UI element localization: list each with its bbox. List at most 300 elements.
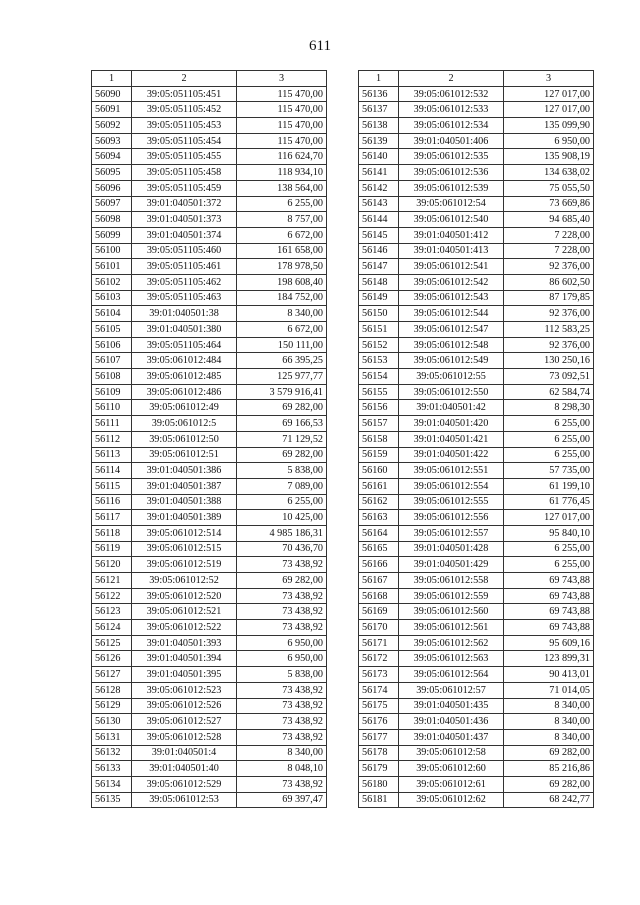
row-number-cell: 56153 <box>359 353 399 369</box>
cadastral-number-cell: 39:05:061012:523 <box>132 682 237 698</box>
cadastral-number-cell: 39:05:061012:549 <box>399 353 504 369</box>
cadastral-number-cell: 39:01:040501:373 <box>132 212 237 228</box>
cadastral-number-cell: 39:01:040501:420 <box>399 416 504 432</box>
row-number-cell: 56159 <box>359 447 399 463</box>
column-header-number: 1 <box>92 71 132 87</box>
table-row <box>92 431 327 447</box>
table-row <box>359 792 594 808</box>
cadastral-number-cell: 39:05:061012:55 <box>399 369 504 385</box>
value-cell: 73 438,92 <box>237 620 327 636</box>
row-number-cell: 56148 <box>359 274 399 290</box>
cadastral-number-cell: 39:05:061012:529 <box>132 776 237 792</box>
table-row <box>92 337 327 353</box>
cadastral-number-cell: 39:05:051105:453 <box>132 118 237 134</box>
table-row <box>359 698 594 714</box>
value-cell: 86 602,50 <box>504 274 594 290</box>
table-row <box>92 243 327 259</box>
cadastral-number-cell: 39:01:040501:395 <box>132 667 237 683</box>
row-number-cell: 56092 <box>92 118 132 134</box>
value-cell: 62 584,74 <box>504 384 594 400</box>
table-row <box>359 478 594 494</box>
table-row <box>92 604 327 620</box>
value-cell: 115 470,00 <box>237 86 327 102</box>
column-header-number: 1 <box>359 71 399 87</box>
cadastral-number-cell: 39:05:061012:49 <box>132 400 237 416</box>
value-cell: 150 111,00 <box>237 337 327 353</box>
cadastral-number-cell: 39:05:051105:454 <box>132 133 237 149</box>
value-cell: 73 669,86 <box>504 196 594 212</box>
value-cell: 6 255,00 <box>237 196 327 212</box>
value-cell: 69 166,53 <box>237 416 327 432</box>
value-cell: 92 376,00 <box>504 337 594 353</box>
row-number-cell: 56167 <box>359 573 399 589</box>
row-number-cell: 56172 <box>359 651 399 667</box>
value-cell: 69 282,00 <box>504 745 594 761</box>
table-row <box>359 416 594 432</box>
cadastral-number-cell: 39:05:061012:519 <box>132 557 237 573</box>
value-cell: 6 255,00 <box>504 431 594 447</box>
cadastral-number-cell: 39:01:040501:436 <box>399 714 504 730</box>
value-cell: 87 179,85 <box>504 290 594 306</box>
value-cell: 178 978,50 <box>237 259 327 275</box>
table-row <box>92 165 327 181</box>
value-cell: 6 255,00 <box>237 494 327 510</box>
value-cell: 8 340,00 <box>237 745 327 761</box>
table-row <box>92 682 327 698</box>
row-number-cell: 56106 <box>92 337 132 353</box>
cadastral-number-cell: 39:05:061012:561 <box>399 620 504 636</box>
cadastral-number-cell: 39:01:040501:393 <box>132 635 237 651</box>
value-cell: 7 228,00 <box>504 227 594 243</box>
value-cell: 184 752,00 <box>237 290 327 306</box>
value-cell: 95 840,10 <box>504 525 594 541</box>
cadastral-number-cell: 39:05:061012:54 <box>399 196 504 212</box>
value-cell: 73 438,92 <box>237 698 327 714</box>
value-cell: 127 017,00 <box>504 102 594 118</box>
row-number-cell: 56097 <box>92 196 132 212</box>
row-number-cell: 56093 <box>92 133 132 149</box>
cadastral-number-cell: 39:05:061012:539 <box>399 180 504 196</box>
row-number-cell: 56142 <box>359 180 399 196</box>
cadastral-number-cell: 39:05:061012:57 <box>399 682 504 698</box>
value-cell: 8 757,00 <box>237 212 327 228</box>
table-row <box>92 353 327 369</box>
table-row <box>92 118 327 134</box>
cadastral-number-cell: 39:01:040501:387 <box>132 478 237 494</box>
row-number-cell: 56132 <box>92 745 132 761</box>
value-cell: 73 092,51 <box>504 369 594 385</box>
table-row <box>359 322 594 338</box>
value-cell: 8 340,00 <box>504 729 594 745</box>
cadastral-number-cell: 39:05:061012:484 <box>132 353 237 369</box>
value-cell: 161 658,00 <box>237 243 327 259</box>
table-row <box>92 447 327 463</box>
table-row <box>92 102 327 118</box>
row-number-cell: 56180 <box>359 776 399 792</box>
cadastral-number-cell: 39:05:061012:559 <box>399 588 504 604</box>
cadastral-number-cell: 39:05:061012:533 <box>399 102 504 118</box>
cadastral-number-cell: 39:05:061012:564 <box>399 667 504 683</box>
cadastral-number-cell: 39:01:040501:406 <box>399 133 504 149</box>
table-row <box>92 306 327 322</box>
value-cell: 73 438,92 <box>237 557 327 573</box>
table-row <box>92 274 327 290</box>
value-cell: 138 564,00 <box>237 180 327 196</box>
row-number-cell: 56164 <box>359 525 399 541</box>
value-cell: 10 425,00 <box>237 510 327 526</box>
table-row <box>359 369 594 385</box>
cadastral-number-cell: 39:05:051105:461 <box>132 259 237 275</box>
table-row <box>92 133 327 149</box>
row-number-cell: 56115 <box>92 478 132 494</box>
cadastral-number-cell: 39:05:061012:526 <box>132 698 237 714</box>
cadastral-number-cell: 39:05:061012:528 <box>132 729 237 745</box>
row-number-cell: 56127 <box>92 667 132 683</box>
row-number-cell: 56168 <box>359 588 399 604</box>
cadastral-number-cell: 39:05:061012:522 <box>132 620 237 636</box>
table-row <box>359 447 594 463</box>
table-row <box>359 761 594 777</box>
row-number-cell: 56173 <box>359 667 399 683</box>
table-row <box>359 525 594 541</box>
row-number-cell: 56117 <box>92 510 132 526</box>
row-number-cell: 56130 <box>92 714 132 730</box>
value-cell: 75 055,50 <box>504 180 594 196</box>
table-row <box>92 400 327 416</box>
row-number-cell: 56169 <box>359 604 399 620</box>
table-row <box>92 745 327 761</box>
table-row <box>359 133 594 149</box>
cadastral-number-cell: 39:05:051105:451 <box>132 86 237 102</box>
value-cell: 115 470,00 <box>237 102 327 118</box>
cadastral-number-cell: 39:01:040501:380 <box>132 322 237 338</box>
row-number-cell: 56134 <box>92 776 132 792</box>
cadastral-number-cell: 39:05:061012:548 <box>399 337 504 353</box>
value-cell: 92 376,00 <box>504 306 594 322</box>
row-number-cell: 56177 <box>359 729 399 745</box>
table-row <box>92 667 327 683</box>
table-row <box>359 745 594 761</box>
value-cell: 135 099,90 <box>504 118 594 134</box>
table-row <box>359 384 594 400</box>
table-row <box>92 384 327 400</box>
row-number-cell: 56138 <box>359 118 399 134</box>
table-row <box>359 729 594 745</box>
table-row <box>359 227 594 243</box>
cadastral-number-cell: 39:05:061012:563 <box>399 651 504 667</box>
value-cell: 71 129,52 <box>237 431 327 447</box>
row-number-cell: 56116 <box>92 494 132 510</box>
row-number-cell: 56160 <box>359 463 399 479</box>
cadastral-number-cell: 39:01:040501:388 <box>132 494 237 510</box>
row-number-cell: 56118 <box>92 525 132 541</box>
table-row <box>359 102 594 118</box>
value-cell: 73 438,92 <box>237 682 327 698</box>
table-row <box>92 180 327 196</box>
cadastral-number-cell: 39:05:061012:486 <box>132 384 237 400</box>
table-row <box>92 227 327 243</box>
cadastral-number-cell: 39:01:040501:389 <box>132 510 237 526</box>
cadastral-number-cell: 39:01:040501:428 <box>399 541 504 557</box>
table-row <box>359 165 594 181</box>
value-cell: 69 743,88 <box>504 573 594 589</box>
row-number-cell: 56140 <box>359 149 399 165</box>
table-row <box>359 463 594 479</box>
table-row <box>92 761 327 777</box>
row-number-cell: 56090 <box>92 86 132 102</box>
row-number-cell: 56126 <box>92 651 132 667</box>
value-cell: 6 255,00 <box>504 557 594 573</box>
cadastral-number-cell: 39:05:061012:556 <box>399 510 504 526</box>
value-cell: 61 776,45 <box>504 494 594 510</box>
cadastral-number-cell: 39:01:040501:372 <box>132 196 237 212</box>
row-number-cell: 56150 <box>359 306 399 322</box>
table-row <box>92 322 327 338</box>
cadastral-number-cell: 39:01:040501:421 <box>399 431 504 447</box>
row-number-cell: 56113 <box>92 447 132 463</box>
value-cell: 6 255,00 <box>504 416 594 432</box>
value-cell: 118 934,10 <box>237 165 327 181</box>
cadastral-number-cell: 39:01:040501:437 <box>399 729 504 745</box>
table-row <box>92 86 327 102</box>
row-number-cell: 56152 <box>359 337 399 353</box>
row-number-cell: 56133 <box>92 761 132 777</box>
cadastral-number-cell: 39:05:061012:558 <box>399 573 504 589</box>
cadastral-number-cell: 39:05:061012:536 <box>399 165 504 181</box>
row-number-cell: 56101 <box>92 259 132 275</box>
table-row <box>92 212 327 228</box>
cadastral-number-cell: 39:05:061012:5 <box>132 416 237 432</box>
cadastral-number-cell: 39:05:051105:459 <box>132 180 237 196</box>
value-cell: 134 638,02 <box>504 165 594 181</box>
cadastral-number-cell: 39:01:040501:422 <box>399 447 504 463</box>
cadastral-number-cell: 39:05:061012:532 <box>399 86 504 102</box>
register-table-right <box>358 70 594 808</box>
cadastral-number-cell: 39:01:040501:394 <box>132 651 237 667</box>
cadastral-number-cell: 39:05:061012:534 <box>399 118 504 134</box>
cadastral-number-cell: 39:05:061012:514 <box>132 525 237 541</box>
cadastral-number-cell: 39:05:051105:455 <box>132 149 237 165</box>
cadastral-number-cell: 39:01:040501:386 <box>132 463 237 479</box>
value-cell: 115 470,00 <box>237 133 327 149</box>
value-cell: 135 908,19 <box>504 149 594 165</box>
cadastral-number-cell: 39:05:061012:50 <box>132 431 237 447</box>
value-cell: 73 438,92 <box>237 588 327 604</box>
row-number-cell: 56147 <box>359 259 399 275</box>
table-row <box>92 259 327 275</box>
cadastral-number-cell: 39:01:040501:435 <box>399 698 504 714</box>
value-cell: 8 340,00 <box>237 306 327 322</box>
cadastral-number-cell: 39:05:061012:543 <box>399 290 504 306</box>
table-row <box>359 337 594 353</box>
table-row <box>359 573 594 589</box>
table-row <box>359 651 594 667</box>
value-cell: 7 228,00 <box>504 243 594 259</box>
cadastral-number-cell: 39:05:061012:52 <box>132 573 237 589</box>
table-row <box>92 698 327 714</box>
value-cell: 69 743,88 <box>504 604 594 620</box>
value-cell: 69 397,47 <box>237 792 327 808</box>
column-header-value: 3 <box>237 71 327 87</box>
row-number-cell: 56100 <box>92 243 132 259</box>
table-header-row <box>359 71 594 87</box>
row-number-cell: 56170 <box>359 620 399 636</box>
cadastral-number-cell: 39:01:040501:374 <box>132 227 237 243</box>
row-number-cell: 56171 <box>359 635 399 651</box>
value-cell: 4 985 186,31 <box>237 525 327 541</box>
row-number-cell: 56131 <box>92 729 132 745</box>
cadastral-number-cell: 39:05:061012:60 <box>399 761 504 777</box>
row-number-cell: 56124 <box>92 620 132 636</box>
cadastral-number-cell: 39:05:051105:463 <box>132 290 237 306</box>
value-cell: 8 340,00 <box>504 698 594 714</box>
table-row <box>92 510 327 526</box>
table-row <box>359 306 594 322</box>
table-row <box>359 400 594 416</box>
table-row <box>92 792 327 808</box>
row-number-cell: 56125 <box>92 635 132 651</box>
table-row <box>359 620 594 636</box>
value-cell: 73 438,92 <box>237 714 327 730</box>
register-table-left <box>91 70 327 808</box>
row-number-cell: 56105 <box>92 322 132 338</box>
table-row <box>359 196 594 212</box>
value-cell: 8 340,00 <box>504 714 594 730</box>
value-cell: 92 376,00 <box>504 259 594 275</box>
cadastral-number-cell: 39:05:061012:544 <box>399 306 504 322</box>
table-row <box>92 525 327 541</box>
row-number-cell: 56166 <box>359 557 399 573</box>
row-number-cell: 56143 <box>359 196 399 212</box>
table-row <box>359 212 594 228</box>
table-row <box>92 620 327 636</box>
cadastral-number-cell: 39:05:051105:458 <box>132 165 237 181</box>
row-number-cell: 56137 <box>359 102 399 118</box>
value-cell: 6 950,00 <box>504 133 594 149</box>
table-row <box>359 274 594 290</box>
cadastral-number-cell: 39:05:061012:535 <box>399 149 504 165</box>
value-cell: 94 685,40 <box>504 212 594 228</box>
row-number-cell: 56129 <box>92 698 132 714</box>
row-number-cell: 56144 <box>359 212 399 228</box>
table-row <box>359 494 594 510</box>
value-cell: 73 438,92 <box>237 604 327 620</box>
table-row <box>92 651 327 667</box>
row-number-cell: 56141 <box>359 165 399 181</box>
table-row <box>359 510 594 526</box>
cadastral-number-cell: 39:01:040501:412 <box>399 227 504 243</box>
table-row <box>92 369 327 385</box>
row-number-cell: 56151 <box>359 322 399 338</box>
row-number-cell: 56119 <box>92 541 132 557</box>
row-number-cell: 56176 <box>359 714 399 730</box>
table-row <box>359 604 594 620</box>
value-cell: 73 438,92 <box>237 776 327 792</box>
row-number-cell: 56155 <box>359 384 399 400</box>
value-cell: 90 413,01 <box>504 667 594 683</box>
row-number-cell: 56157 <box>359 416 399 432</box>
cadastral-number-cell: 39:05:061012:541 <box>399 259 504 275</box>
value-cell: 95 609,16 <box>504 635 594 651</box>
row-number-cell: 56104 <box>92 306 132 322</box>
cadastral-number-cell: 39:05:061012:551 <box>399 463 504 479</box>
table-row <box>92 557 327 573</box>
row-number-cell: 56112 <box>92 431 132 447</box>
table-row <box>92 290 327 306</box>
value-cell: 71 014,05 <box>504 682 594 698</box>
value-cell: 69 282,00 <box>237 400 327 416</box>
cadastral-number-cell: 39:05:061012:527 <box>132 714 237 730</box>
row-number-cell: 56107 <box>92 353 132 369</box>
value-cell: 69 743,88 <box>504 588 594 604</box>
value-cell: 6 950,00 <box>237 635 327 651</box>
cadastral-number-cell: 39:05:061012:555 <box>399 494 504 510</box>
row-number-cell: 56179 <box>359 761 399 777</box>
value-cell: 198 608,40 <box>237 274 327 290</box>
table-row <box>92 196 327 212</box>
row-number-cell: 56145 <box>359 227 399 243</box>
value-cell: 127 017,00 <box>504 86 594 102</box>
table-row <box>92 729 327 745</box>
value-cell: 6 672,00 <box>237 322 327 338</box>
value-cell: 69 282,00 <box>504 776 594 792</box>
value-cell: 66 395,25 <box>237 353 327 369</box>
value-cell: 3 579 916,41 <box>237 384 327 400</box>
value-cell: 5 838,00 <box>237 463 327 479</box>
table-row <box>359 682 594 698</box>
row-number-cell: 56178 <box>359 745 399 761</box>
table-row <box>92 635 327 651</box>
row-number-cell: 56158 <box>359 431 399 447</box>
table-row <box>92 573 327 589</box>
cadastral-number-cell: 39:05:051105:462 <box>132 274 237 290</box>
column-header-value: 3 <box>504 71 594 87</box>
row-number-cell: 56162 <box>359 494 399 510</box>
value-cell: 70 436,70 <box>237 541 327 557</box>
row-number-cell: 56111 <box>92 416 132 432</box>
cadastral-number-cell: 39:01:040501:38 <box>132 306 237 322</box>
table-row <box>359 714 594 730</box>
value-cell: 6 255,00 <box>504 541 594 557</box>
table-row <box>92 463 327 479</box>
cadastral-number-cell: 39:05:061012:557 <box>399 525 504 541</box>
table-row <box>359 588 594 604</box>
row-number-cell: 56098 <box>92 212 132 228</box>
cadastral-number-cell: 39:05:061012:521 <box>132 604 237 620</box>
value-cell: 6 950,00 <box>237 651 327 667</box>
cadastral-number-cell: 39:01:040501:4 <box>132 745 237 761</box>
table-row <box>92 714 327 730</box>
value-cell: 68 242,77 <box>504 792 594 808</box>
row-number-cell: 56156 <box>359 400 399 416</box>
value-cell: 69 743,88 <box>504 620 594 636</box>
value-cell: 115 470,00 <box>237 118 327 134</box>
row-number-cell: 56181 <box>359 792 399 808</box>
row-number-cell: 56136 <box>359 86 399 102</box>
value-cell: 61 199,10 <box>504 478 594 494</box>
table-row <box>359 290 594 306</box>
row-number-cell: 56091 <box>92 102 132 118</box>
cadastral-number-cell: 39:05:061012:550 <box>399 384 504 400</box>
table-row <box>92 478 327 494</box>
table-row <box>92 588 327 604</box>
value-cell: 85 216,86 <box>504 761 594 777</box>
table-row <box>359 149 594 165</box>
table-row <box>359 353 594 369</box>
cadastral-number-cell: 39:01:040501:42 <box>399 400 504 416</box>
cadastral-number-cell: 39:05:061012:62 <box>399 792 504 808</box>
cadastral-number-cell: 39:05:061012:53 <box>132 792 237 808</box>
